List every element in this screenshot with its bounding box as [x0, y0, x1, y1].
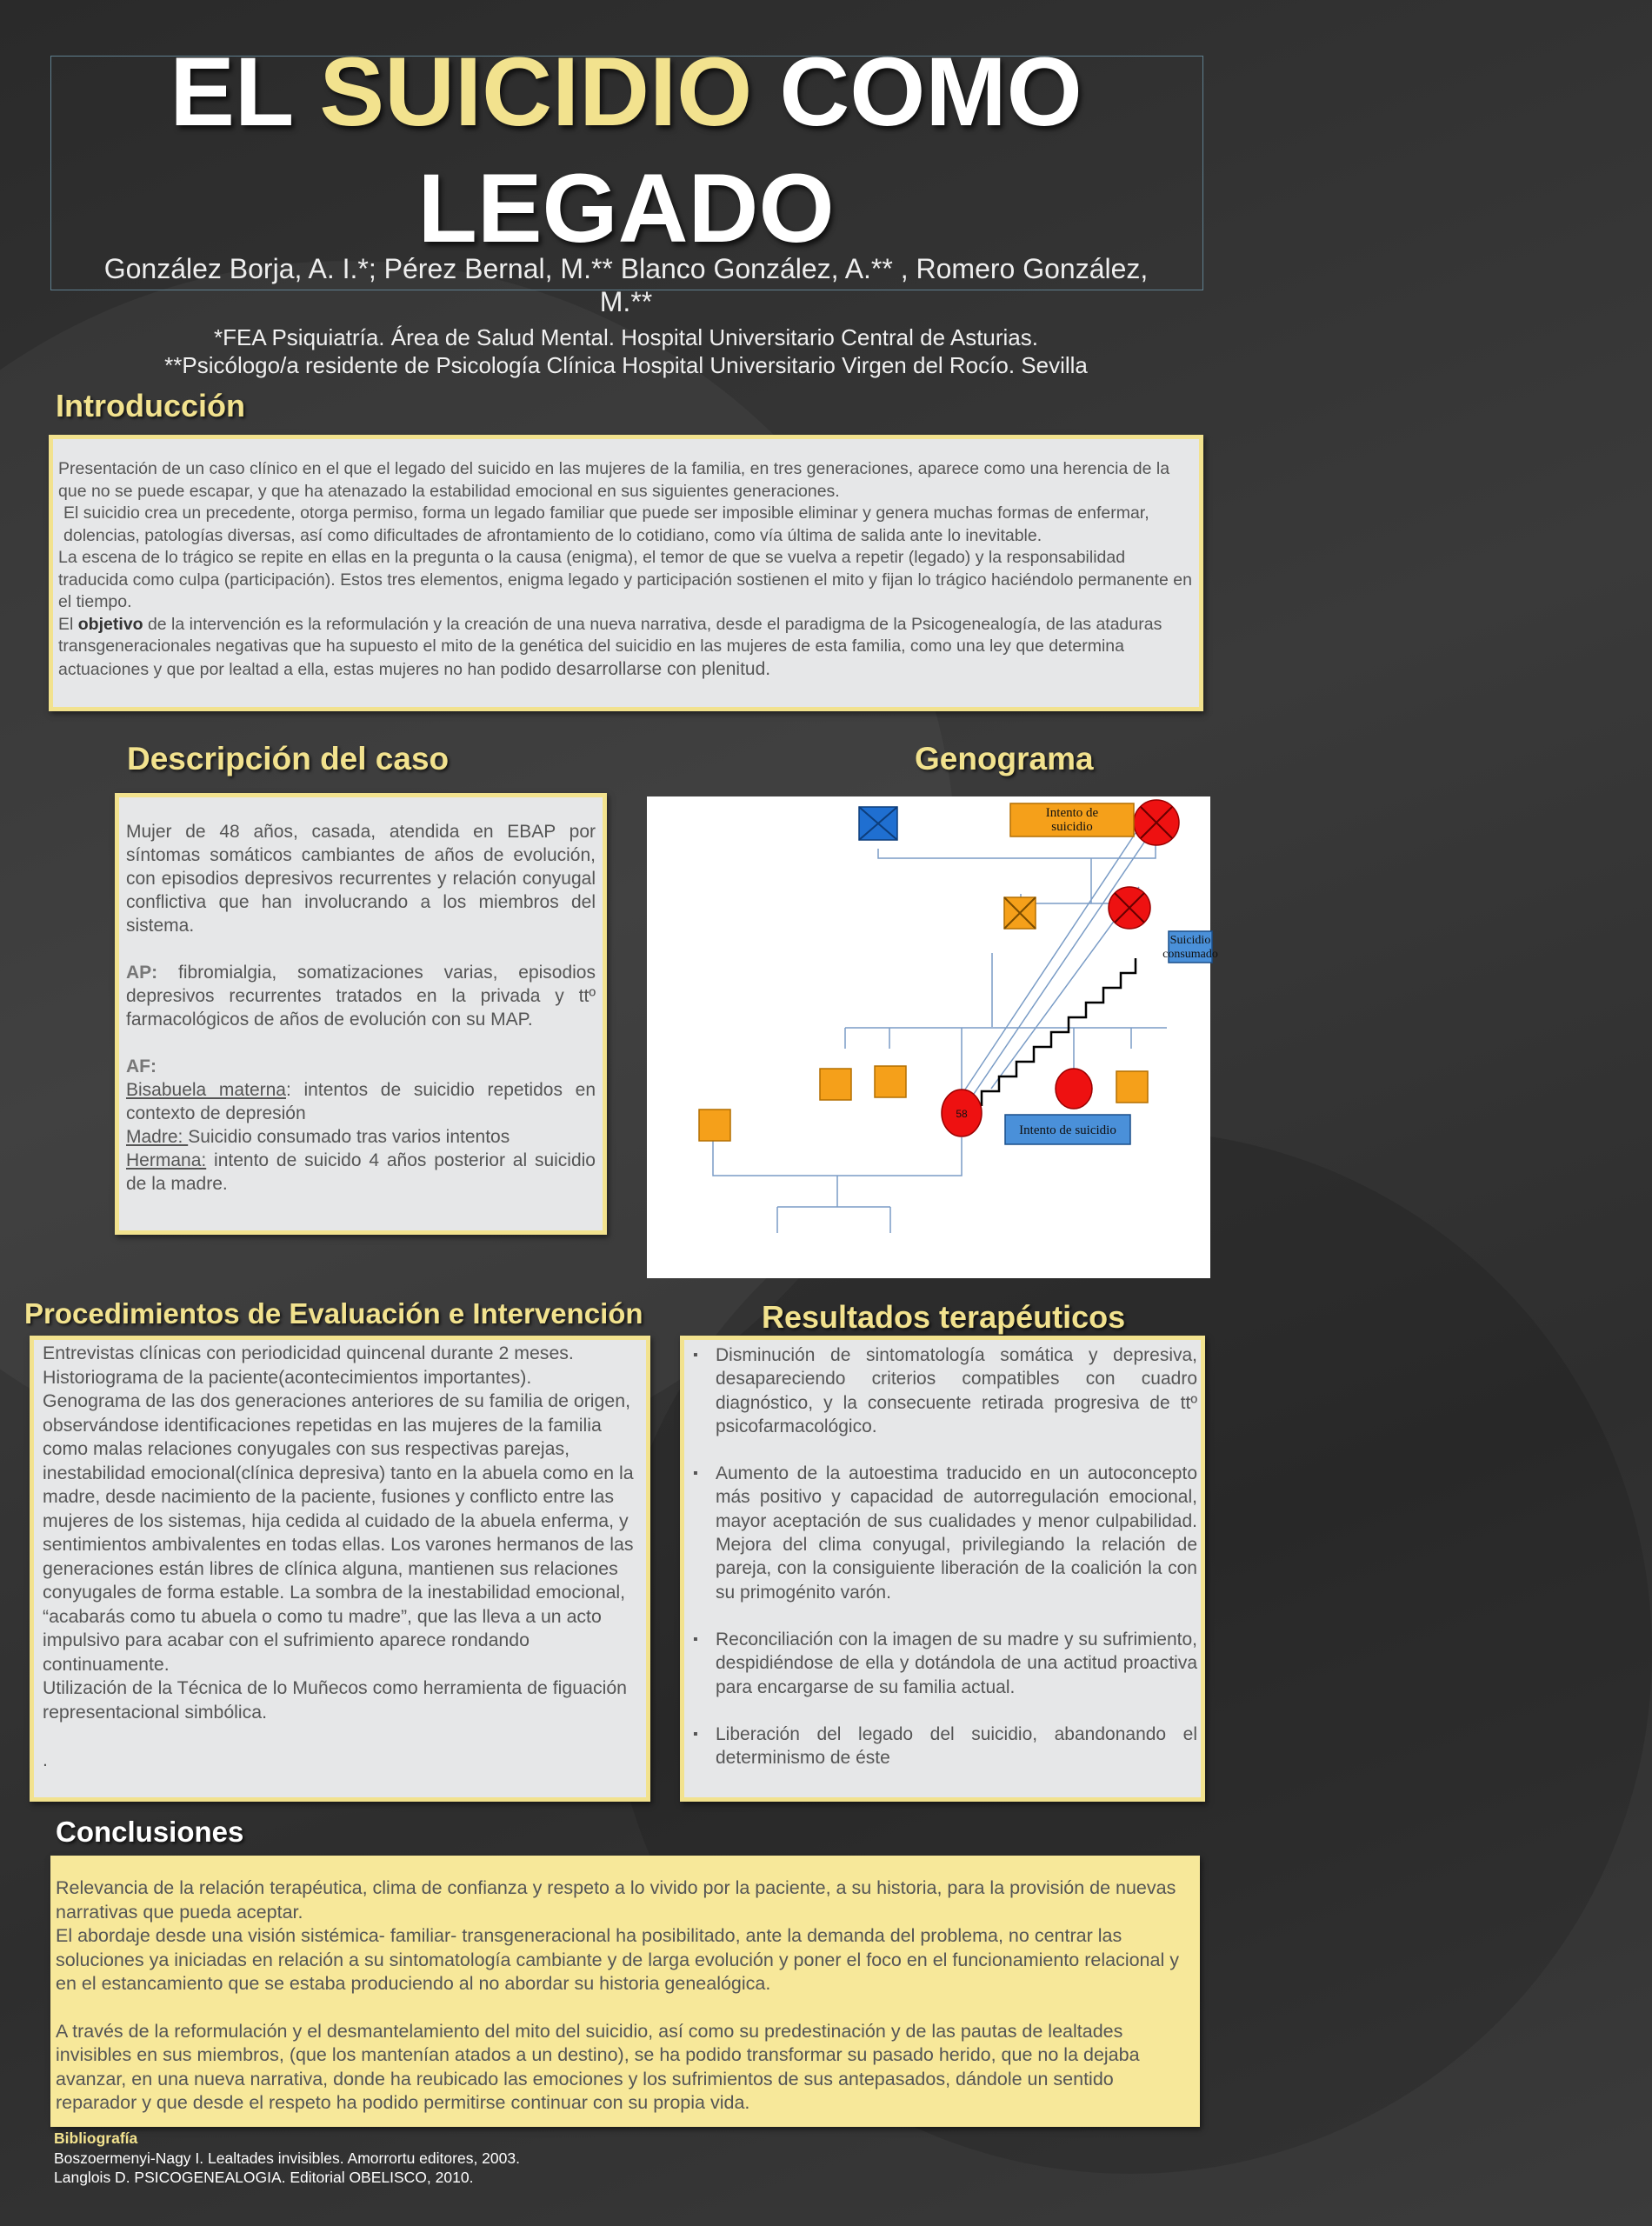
desc-af-item-text: : intentos de suicidio repetidos en contexto de depresión	[126, 1080, 596, 1123]
bibliografia-ref: Boszoermenyi-Nagy I. Lealtades invisibles. Amorrortu editores, 2003.	[54, 2149, 520, 2167]
concl-paragraph: Relevancia de la relación terapéutica, clima de confianza y respeto a lo vivido por la paciente, a su historia, para la provisión de nuevas narrativas que pueda aceptar.	[56, 1877, 1176, 1923]
intro-paragraph: La escena de lo trágico se repite en ellas en la pregunta o la causa (enigma), el temor de que se vuelva a repetir (legado) y la responsabilidad traducida como culpa (participación). Estos tres elementos, enigma legado y participación sostienen el mito y fijan lo trágico haciéndolo permanente en el tiempo.	[58, 548, 1192, 611]
procedimientos-box	[30, 1336, 650, 1802]
proc-line: Genograma de las dos generaciones anteriores de su familia de origen, observándose identificaciones repetidas en las mujeres de la familia como malas relaciones conyugales con sus respectivas parejas, inestabilidad emocional(clínica depresiva) tanto en la abuela como en la madre, desde nacimiento de la paciente, fusiones y conflicto entre las mujeres de los sistemas, hija cedida al cuidado de la abuela enferma, y sentimientos ambivalentes en todas ellas. Los varones hermanos de las generaciones están libres de clínica alguna, mantienen sus relaciones conyugales de forma estable. La sombra de la inestabilidad emocional, “acabarás como tu abuela o como tu madre”, que las lleva a un acto impulsivo para acabar con el sufrimiento aparece rondando continuamente.	[43, 1390, 634, 1675]
genogram-index-age: 58	[956, 1108, 968, 1120]
desc-af-item-label: Bisabuela materna	[126, 1080, 286, 1100]
title-word-highlight: SUICIDIO	[319, 37, 753, 146]
desc-af-label-text: AF:	[126, 1056, 157, 1076]
intro-paragraph: El suicidio crea un precedente, otorga permiso, forma un legado familiar que puede ser imposible eliminar y genera muchas formas de enfermar, dolencias, patologías diversas, así como dificultades de afrontamiento de lo cotidiano, como vía última de salida ante lo inevitable.	[63, 503, 1149, 545]
desc-paragraph: Mujer de 48 años, casada, atendida en EBAP por síntomas somáticos cambiantes de años de evolución, con episodios depresivos recurrentes y relación conyugal conflictiva que han involucrando a los miembros del sistema.	[126, 822, 596, 936]
poster-title-line1	[0, 38, 1252, 146]
intro-text: desarrollarse con plenitud.	[550, 658, 771, 679]
affiliation-2: **Psicólogo/a residente de Psicología Clínica Hospital Universitario Virgen del Rocío. Sevilla	[164, 352, 1088, 378]
affiliation-1: *FEA Psiquiatría. Área de Salud Mental. Hospital Universitario Central de Asturias.	[213, 324, 1038, 350]
conclusiones-box	[50, 1856, 1200, 2127]
genogram-male	[875, 1066, 906, 1097]
genogram-svg	[647, 796, 1218, 1278]
genogram-figure	[647, 796, 1218, 1278]
proc-line: .	[43, 1749, 48, 1770]
intro-paragraph: Presentación de un caso clínico en el que el legado del suicido en las mujeres de la familia, en tres generaciones, aparece como una herencia de la que no se puede escapar, y que ha atenazado la estabilidad emocional en sus siguientes generaciones.	[58, 459, 1170, 501]
authors: González Borja, A. I.*; Pérez Bernal, M.** Blanco González, A.** , Romero González, M.**	[103, 253, 1149, 317]
desc-ap	[126, 961, 596, 1031]
desc-ap-label: AP:	[126, 963, 158, 983]
introduccion-box	[49, 435, 1203, 711]
proc-line: Historiograma de la paciente(acontecimientos importantes).	[43, 1366, 532, 1388]
genogram-male-deceased	[859, 807, 897, 840]
genogram-line	[974, 830, 1153, 1094]
desc-af-item-label: Hermana:	[126, 1150, 207, 1170]
genogram-label-intento-top: Intento de suicidio	[1045, 806, 1099, 834]
desc-ap-text: fibromialgia, somatizaciones varias, episodios depresivos recurrentes tratados en la privada y ttº farmacológicos de años de evolución con su MAP.	[126, 963, 596, 1030]
desc-af-item	[126, 1125, 596, 1149]
title-word: COMO	[779, 37, 1082, 146]
resultado-item: ▪ Disminución de sintomatología somática y depresiva, desapareciendo criterios compatibles con cuadro diagnóstico, y la consecuente retirada progresiva de ttº psicofarmacológico.	[716, 1343, 1197, 1438]
resultado-item: ▪ Reconciliación con la imagen de su madre y su sufrimiento, despidiéndose de ella y dotándola de una actitud proactiva para encargarse de su familia actual.	[716, 1628, 1197, 1699]
bibliografia-ref: Langlois D. PSICOGENEALOGIA. Editorial OBELISCO, 2010.	[54, 2169, 474, 2186]
resultado-item: ▪ Aumento de la autoestima traducido en un autoconcepto más positivo y capacidad de autorregulación emocional, mayor aceptación de sus cualidades y menor culpabilidad. Mejora del clima conyugal, privilegiando la relación de pareja, con la consiguiente liberación de la coalición la con su primogénito varón.	[716, 1462, 1197, 1604]
genogram-male	[820, 1069, 851, 1100]
poster-title-line2: LEGADO	[417, 154, 835, 263]
genogram-female	[1056, 1069, 1092, 1109]
genogram-male	[699, 1110, 730, 1141]
bibliografia-title: Bibliografía	[54, 2129, 138, 2147]
desc-af-item	[126, 1078, 596, 1125]
concl-paragraph: A través de la reformulación y el desmantelamiento del mito del suicidio, así como su predestinación y de las pautas de lealtades invisibles en sus miembros, (que los mantenían atados a un destino), se ha podido transformar su pasado herido, que no la dejaba avanzar, en una nueva narrativa, donde ha reubicado las emociones y los sufrimientos de sus antepasados, dándole un sentido reparador y que desde el respeto ha podido permitirse continuar con su propia vida.	[56, 2020, 1140, 2113]
desc-af-item-label: Madre:	[126, 1127, 189, 1147]
concl-paragraph: El abordaje desde una visión sistémica- familiar- transgeneracional ha posibilitado, ante la demanda del problema, no centrar las soluciones ya iniciadas en relación a su sintomatología cambiante y de larga evolución y poner el foco en el funcionamiento relacional y en el estancamiento que se estaba produciendo al no abordar su historia genealógica.	[56, 1925, 1179, 1994]
resultado-item: ▪ Liberación del legado del suicidio, abandonando el determinismo de éste	[716, 1723, 1197, 1770]
section-title-genograma: Genograma	[915, 741, 1094, 776]
desc-af-item-text: intento de suicido 4 años posterior al suicidio de la madre.	[126, 1150, 596, 1194]
genogram-male	[1116, 1071, 1148, 1103]
genogram-line	[878, 845, 1156, 858]
desc-af-item	[126, 1149, 596, 1196]
section-title-introduccion: Introducción	[56, 388, 245, 423]
resultados-box	[680, 1336, 1205, 1802]
section-title-procedimientos: Procedimientos de Evaluación e Intervención	[24, 1297, 643, 1330]
genogram-line	[777, 1176, 890, 1233]
proc-line: Utilización de la Técnica de lo Muñecos como herramienta de figuación representacional simbólica.	[43, 1677, 628, 1723]
desc-af-label	[126, 1055, 596, 1078]
genogram-label-intento-bottom: Intento de suicidio	[1019, 1123, 1116, 1137]
genogram-male-deceased	[1004, 897, 1036, 929]
resultados-list	[691, 1343, 1197, 1769]
intro-paragraph	[58, 614, 1192, 682]
genogram-female-deceased	[1134, 800, 1179, 845]
bibliografia	[54, 2129, 520, 2188]
descripcion-box	[115, 793, 607, 1235]
proc-line: Entrevistas clínicas con periodicidad quincenal durante 2 meses.	[43, 1343, 574, 1363]
genogram-label-consumado: Suicidio consumado	[1162, 934, 1218, 961]
intro-bold-objetivo: objetivo	[77, 614, 143, 634]
section-title-descripcion: Descripción del caso	[127, 741, 450, 776]
genogram-female-deceased	[1109, 887, 1150, 929]
genogram-line	[963, 823, 1142, 1092]
genogram-line	[713, 1127, 962, 1176]
title-word: EL	[170, 37, 293, 146]
intro-text: El	[58, 614, 78, 634]
intro-text: de la intervención es la reformulación y la creación de una nueva narrativa, desde el paradigma de la Psicogenealogía, de las ataduras transgeneracionales negativas que ha supuesto el mito de la genética del suicidio en las mujeres de esta familia, como una ley que determina actuaciones y que por lealtad a ella, estas mujeres no han podido	[58, 614, 1162, 679]
section-title-resultados: Resultados terapéuticos	[762, 1299, 1126, 1335]
section-title-conclusiones: Conclusiones	[56, 1816, 244, 1848]
desc-af-item-text: Suicidio consumado tras varios intentos	[188, 1127, 510, 1147]
